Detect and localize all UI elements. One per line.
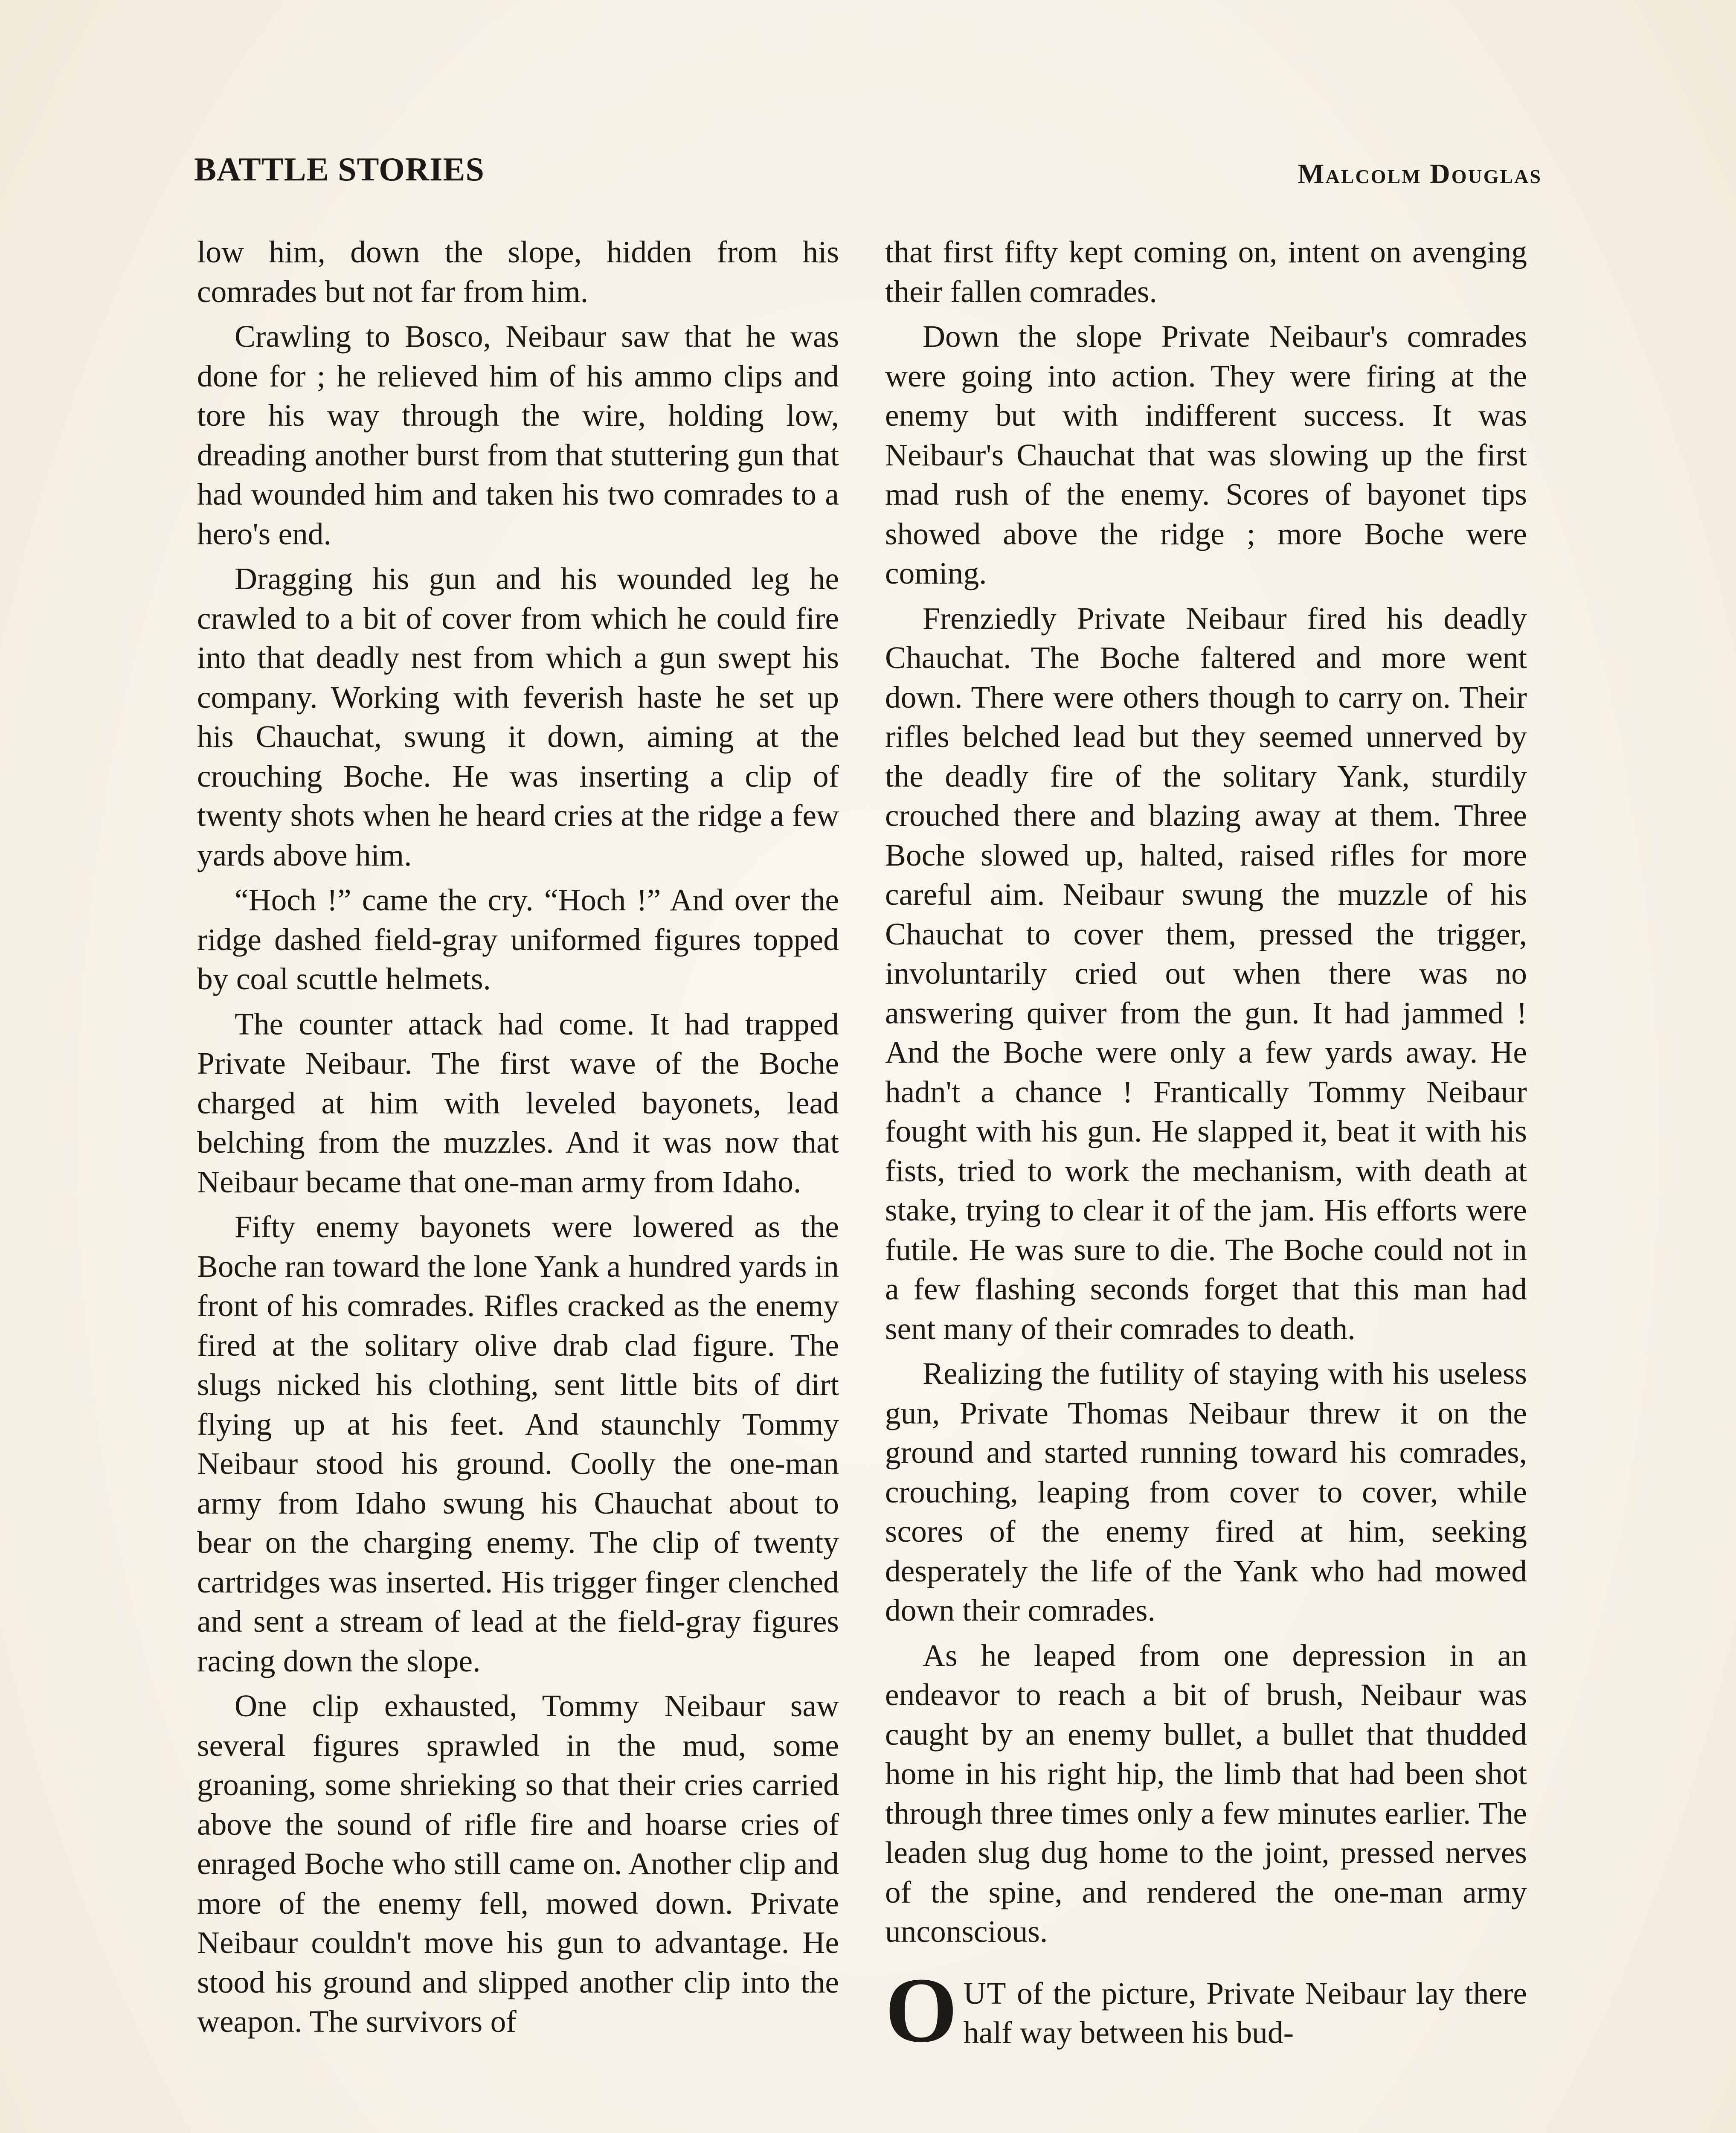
lead-in-caps: UT xyxy=(963,1976,1007,2011)
section-opening-paragraph xyxy=(885,1959,1527,2062)
drop-cap: O xyxy=(885,1959,958,2062)
paragraph: Down the slope Private Neibaur's comrades were going into action. They were firing at the enemy but with indifferent success. It was Neibaur's Chauchat that was slowing up the first mad rush of the enemy. Scores of bayonet tips showed above the ridge ; more Boche were coming. xyxy=(885,319,1527,590)
running-header-title: BATTLE STORIES xyxy=(194,151,485,188)
right-text-column xyxy=(885,232,1527,2062)
paragraph: low him, down the slope, hidden from his comrades but not far from him. xyxy=(197,235,839,309)
running-header-author: Malcolm Douglas xyxy=(1298,158,1542,189)
paragraph: Dragging his gun and his wounded leg he crawled to a bit of cover from which he could fire into that deadly nest from which a gun swept his company. Working with feverish haste he set up his Chauchat, swung it down, aiming at the crouching Boche. He was inserting a clip of twenty shots when he heard cries at the ridge a few yards above him. xyxy=(197,561,839,872)
paragraph: The counter attack had come. It had trapped Private Neibaur. The first wave of the Boche charged at him with leveled bayonets, lead belching from the muzzles. And it was now that Neibaur became that one-man army from Idaho. xyxy=(197,1006,839,1199)
left-text-column xyxy=(197,232,839,2047)
paragraph: As he leaped from one depression in an endeavor to reach a bit of brush, Neibaur was caught by an enemy bullet, a bullet that thudded home in his right hip, the limb that had been shot through three times only a few minutes earlier. The leaden slug dug home to the joint, pressed nerves of the spine, and rendered the one-man army unconscious. xyxy=(885,1638,1527,1949)
paragraph: Realizing the futility of staying with his useless gun, Private Thomas Neibaur threw it on the ground and started running toward his comrades, crouching, leaping from cover to cover, while scores of the enemy fired at him, seeking desperately the life of the Yank who had mowed down their comrades. xyxy=(885,1356,1527,1627)
paragraph: Fifty enemy bayonets were lowered as the Boche ran toward the lone Yank a hundred yards in front of his comrades. Rifles cracked as the enemy fired at the solitary olive drab clad figure. The slugs nicked his clothing, sent little bits of dirt flying up at his feet. And staunchly Tommy Neibaur stood his ground. Coolly the one-man army from Idaho swung his Chauchat about to bear on the charging enemy. The clip of twenty cartridges was inserted. His trigger finger clenched and sent a stream of lead at the field-gray figures racing down the slope. xyxy=(197,1209,839,1678)
paragraph: Frenziedly Private Neibaur fired his deadly Chauchat. The Boche faltered and more went down. There were others though to carry on. Their rifles belched lead but they seemed unnerved by the deadly fire of the solitary Yank, sturdily crouched there and blazing away at them. Three Boche slowed up, halted, raised rifles for more careful aim. Neibaur swung the muzzle of his Chauchat to cover them, pressed the trigger, involuntarily cried out when there was no answering quiver from the gun. It had jammed ! And the Boche were only a few yards away. He hadn't a chance ! Frantically Tommy Neibaur fought with his gun. He slapped it, beat it with his fists, tried to work the mechanism, with death at stake, trying to clear it of the jam. His efforts were futile. He was sure to die. The Boche could not in a few flashing seconds forget that this man had sent many of their comrades to death. xyxy=(885,601,1527,1346)
paragraph: One clip exhausted, Tommy Neibaur saw several figures sprawled in the mud, some groaning, some shrieking so that their cries carried above the sound of rifle fire and hoarse cries of enraged Boche who still came on. Another clip and more of the enemy fell, mowed down. Private Neibaur couldn't move his gun to advantage. He stood his ground and slipped another clip into the weapon. The survivors of xyxy=(197,1688,839,2039)
paragraph: that first fifty kept coming on, intent on avenging their fallen comrades. xyxy=(885,235,1527,309)
paragraph: “Hoch !” came the cry. “Hoch !” And over the ridge dashed field-gray uniformed figures topped by coal scuttle helmets. xyxy=(197,883,839,996)
paragraph: Crawling to Bosco, Neibaur saw that he was done for ; he relieved him of his ammo clips and tore his way through the wire, holding low, dreading another burst from that stuttering gun that had wounded him and taken his two comrades to a hero's end. xyxy=(197,319,839,551)
paragraph-text: of the picture, Private Neibaur lay there half way between his bud- xyxy=(963,1976,1527,2050)
